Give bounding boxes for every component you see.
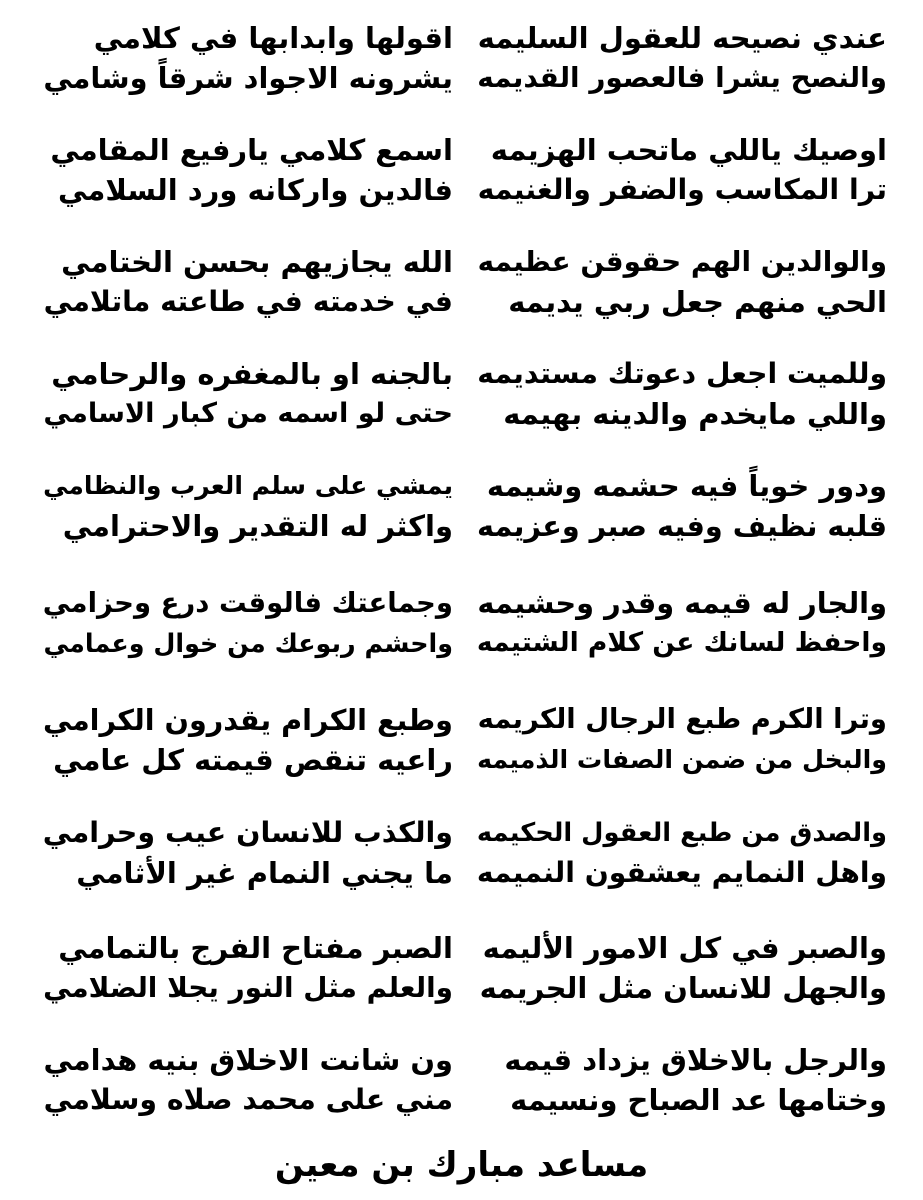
stanza-6 bbox=[0, 583, 923, 663]
verse-right-line: والوالدين الهم حقوقن عظيمه bbox=[477, 245, 887, 278]
verse-left-line: مني على محمد صلاه وسلامي bbox=[43, 1083, 453, 1116]
verse-right-line: والصدق من طبع العقول الحكيمه bbox=[476, 818, 887, 848]
verse-right-line: واللي مايخدم والدينه بهيمه bbox=[503, 397, 887, 431]
verse-left-line: ون شانت الاخلاق بنيه هدامي bbox=[43, 1043, 453, 1077]
stanza-9 bbox=[0, 928, 923, 1008]
verse-left-line: واحشم ربوعك من خوال وعمامي bbox=[43, 628, 453, 658]
stanza-4 bbox=[0, 354, 923, 434]
verse-right-line: والجار له قيمه وقدر وحشيمه bbox=[477, 586, 887, 620]
verse-left-line: في خدمته في طاعته ماتلامي bbox=[43, 285, 453, 318]
stanza-5 bbox=[0, 466, 923, 546]
stanza-2 bbox=[0, 130, 923, 210]
verse-left-line: يشرونه الاجواد شرقاً وشامي bbox=[43, 61, 453, 95]
stanza-8 bbox=[0, 813, 923, 893]
verse-right-line: والنصح يشرا فالعصور القديمه bbox=[477, 61, 887, 94]
verse-right-line: الحي منهم جعل ربي يديمه bbox=[508, 285, 887, 319]
verse-left-line: واكثر له التقدير والاحترامي bbox=[62, 509, 453, 543]
verse-left-line: راعيه تنقص قيمته كل عامي bbox=[53, 743, 453, 777]
stanza-1 bbox=[0, 18, 923, 98]
verse-right-line: وختامها عد الصباح ونسيمه bbox=[510, 1083, 887, 1117]
verse-right-line: وترا الكرم طبع الرجال الكريمه bbox=[477, 704, 887, 735]
verse-right-line: قلبه نظيف وفيه صبر وعزيمه bbox=[476, 509, 887, 543]
verse-left-line: اسمع كلامي يارفيع المقامي bbox=[50, 133, 453, 167]
verse-left-line: وجماعتك فالوقت درع وحزامي bbox=[42, 587, 453, 619]
verse-left-line: فالدين واركانه ورد السلامي bbox=[58, 173, 453, 207]
verse-left-line: اقولها وابدابها في كلامي bbox=[93, 21, 453, 55]
verse-right-line: عندي نصيحه للعقول السليمه bbox=[477, 21, 887, 55]
verse-left-line: الصبر مفتاح الفرج بالتمامي bbox=[58, 931, 453, 965]
verse-right-line: والبخل من ضمن الصفات الذميمه bbox=[477, 745, 887, 774]
verse-left-line: والكذب للانسان عيب وحرامي bbox=[42, 816, 453, 849]
verse-left-line: ما يجني النمام غير الأثامي bbox=[76, 856, 453, 890]
verse-right-line: واهل النمايم يعشقون النميمه bbox=[476, 856, 887, 889]
stanza-3 bbox=[0, 242, 923, 322]
verse-right-line: ودور خوياً فيه حشمه وشيمه bbox=[486, 469, 887, 503]
verse-left-line: حتى لو اسمه من كبار الاسامي bbox=[43, 398, 453, 429]
verse-right-line: ترا المكاسب والضفر والغنيمه bbox=[477, 173, 887, 206]
verse-right-line: وللميت اجعل دعوتك مستديمه bbox=[477, 357, 887, 390]
verse-left-line: وطبع الكرام يقدرون الكرامي bbox=[42, 703, 453, 737]
verse-right-line: والرجل بالاخلاق يزداد قيمه bbox=[504, 1043, 887, 1077]
verse-left-line: والعلم مثل النور يجلا الضلامي bbox=[43, 971, 453, 1004]
verse-right-line: والجهل للانسان مثل الجريمه bbox=[479, 971, 887, 1005]
verse-right-line: واحفظ لسانك عن كلام الشتيمه bbox=[476, 627, 887, 658]
verse-right-line: والصبر في كل الامور الأليمه bbox=[482, 931, 887, 965]
verse-left-line: الله يجازيهم بحسن الختامي bbox=[61, 245, 453, 279]
verse-left-line: يمشي على سلم العرب والنظامي bbox=[43, 471, 453, 500]
verse-right-line: اوصيك ياللي ماتحب الهزيمه bbox=[490, 133, 887, 167]
poet-signature: مساعد مبارك بن معين bbox=[274, 1145, 649, 1185]
stanza-10 bbox=[0, 1040, 923, 1120]
stanza-7 bbox=[0, 700, 923, 780]
verse-left-line: بالجنه او بالمغفره والرحامي bbox=[51, 357, 453, 391]
